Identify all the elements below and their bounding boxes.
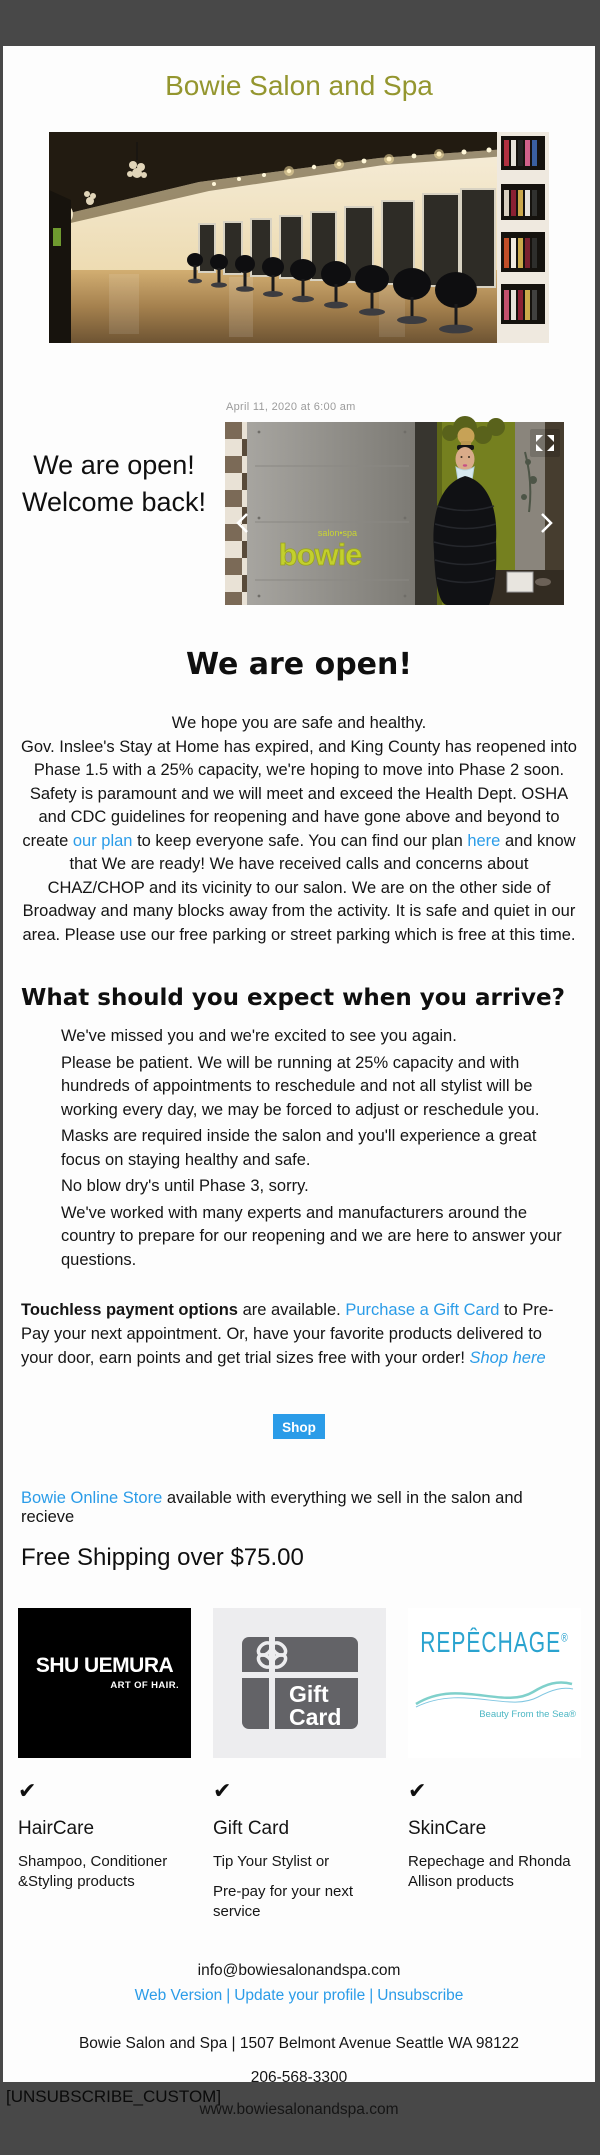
post-card — [225, 401, 564, 605]
unsubscribe-link[interactable]: Unsubscribe — [377, 1986, 464, 2004]
post-headline — [3, 401, 225, 605]
check-icon: ✔ — [213, 1777, 232, 1803]
touchless-bold: Touchless payment options — [21, 1301, 238, 1319]
product-description — [18, 1852, 191, 1892]
contact-email: info@bowiesalonandspa.com — [197, 1961, 401, 1979]
list-item: We've worked with many experts and manufacturers around the country to prepare for our reopening and we are here to answer your questions. — [61, 1203, 562, 1269]
product-column-haircare — [18, 1608, 191, 1932]
repechage-logo-text: REPÊCHAGE® — [420, 1627, 569, 1659]
section-heading-we-are-open: We are open! — [185, 647, 413, 682]
registered-mark: ® — [561, 1630, 569, 1644]
gift-card-image[interactable] — [213, 1608, 386, 1758]
product-desc-line: Tip Your Stylist or — [213, 1852, 330, 1870]
shop-button[interactable]: Shop — [273, 1414, 325, 1439]
expand-icon[interactable] — [530, 429, 560, 457]
shu-uemura-tagline: ART OF HAIR. — [110, 1679, 179, 1691]
list-item: Masks are required inside the salon and you'll experience a great focus on staying healthy and safe. — [61, 1127, 537, 1169]
post-date: April 11, 2020 at 6:00 am — [226, 401, 356, 413]
expect-list — [61, 1025, 566, 1272]
product-title: Gift Card — [213, 1817, 290, 1839]
product-columns — [3, 1608, 595, 1932]
product-description — [408, 1852, 581, 1892]
bowie-sign-small-text: salon•spa — [317, 528, 357, 538]
update-profile-link[interactable]: Update your profile — [234, 1986, 366, 2004]
touchless-paragraph — [21, 1298, 577, 1370]
touchless-text-2: to Pre-Pay your next appointment. Or, have your favorite products delivered to your door, earn points and get trial sizes free with your order! — [21, 1301, 554, 1367]
intro-paragraph — [21, 712, 577, 947]
gift-card-label-line1: Gift — [289, 1680, 329, 1707]
post-photo — [225, 422, 564, 605]
product-title: SkinCare — [408, 1817, 487, 1839]
post-headline-line1: We are open! — [33, 450, 195, 480]
salon-interior-photo — [49, 132, 549, 343]
section-heading-expect: What should you expect when you arrive? — [21, 985, 565, 1011]
product-desc-line: Repechage and Rhonda Allison products — [408, 1852, 571, 1890]
free-shipping-line: Free Shipping over $75.00 — [21, 1543, 304, 1571]
shu-uemura-logo-text: SHU UEMURA — [35, 1653, 174, 1677]
purchase-gift-card-link[interactable]: Purchase a Gift Card — [345, 1301, 500, 1319]
salon-address: Bowie Salon and Spa | 1507 Belmont Avenue Seattle WA 98122 — [78, 2034, 520, 2052]
shop-here-link[interactable]: Shop here — [469, 1349, 546, 1367]
list-item: We've missed you and we're excited to see you again. — [61, 1027, 457, 1045]
online-store-text: available with everything we sell in the salon and recieve — [21, 1489, 523, 1526]
product-title: HairCare — [18, 1817, 95, 1839]
repechage-wave-icon — [408, 1670, 581, 1710]
product-desc-line: Pre-pay for your next service — [213, 1882, 354, 1920]
salon-phone: 206-568-3300 — [250, 2068, 348, 2086]
intro-text-2: to keep everyone safe. You can find our plan — [132, 831, 468, 850]
separator: | — [369, 1986, 374, 2004]
salon-website: www.bowiesalonandspa.com — [199, 2100, 399, 2118]
intro-text-1: Gov. Inslee's Stay at Home has expired, and King County has reopened into Phase 1.5 with a 25% capacity, we're hoping to move into Phase 2 soon. Safety is paramount and we will meet and exceed the Health Dept. OSHA and CDC guidelines for reopening and have gone above and beyond to create — [21, 737, 577, 850]
list-item: No blow dry's until Phase 3, sorry. — [61, 1177, 309, 1195]
check-icon: ✔ — [18, 1777, 37, 1803]
product-description — [213, 1852, 386, 1922]
page-title: Bowie Salon and Spa — [165, 70, 433, 101]
separator: | — [226, 1986, 231, 2004]
bowie-online-store-link[interactable]: Bowie Online Store — [21, 1489, 163, 1507]
check-icon: ✔ — [408, 1777, 427, 1803]
product-column-giftcard — [213, 1608, 386, 1932]
gift-card-label-line2: Card — [289, 1703, 342, 1730]
social-post-embed — [3, 401, 595, 605]
web-version-link[interactable]: Web Version — [134, 1986, 223, 2004]
repechage-image[interactable] — [408, 1608, 581, 1758]
footer-links — [3, 1987, 595, 2005]
post-headline-line2: Welcome back! — [21, 487, 207, 517]
touchless-text-1: are available. — [237, 1301, 346, 1319]
unsubscribe-placeholder: [UNSUBSCRIBE_CUSTOM] — [6, 2087, 222, 2106]
product-column-skincare — [408, 1608, 581, 1932]
intro-line1: We hope you are safe and healthy. — [171, 714, 427, 732]
gift-card-icon — [213, 1608, 386, 1758]
here-link[interactable]: here — [467, 831, 501, 850]
intro-text-3: and know that We are ready! We have received calls and concerns about CHAZ/CHOP and its vicinity to our salon. We are on the other side of Broadway and many blocks away from the activity. It is safe and quiet in our area. Please use our free parking or street parking which is free at this time. — [22, 831, 576, 944]
shu-uemura-image[interactable] — [18, 1608, 191, 1758]
online-store-line — [21, 1489, 577, 1527]
repechage-tagline: Beauty From the Sea® — [479, 1708, 576, 1720]
our-plan-link[interactable]: our plan — [72, 831, 133, 850]
bowie-sign-text: bowie — [278, 537, 362, 572]
product-desc-line: Shampoo, Conditioner &Styling products — [18, 1852, 168, 1890]
list-item: Please be patient. We will be running at 25% capacity and with hundreds of appointments to reschedule and not all stylist will be working every day, we may be forced to adjust or reschedule you. — [61, 1053, 540, 1119]
